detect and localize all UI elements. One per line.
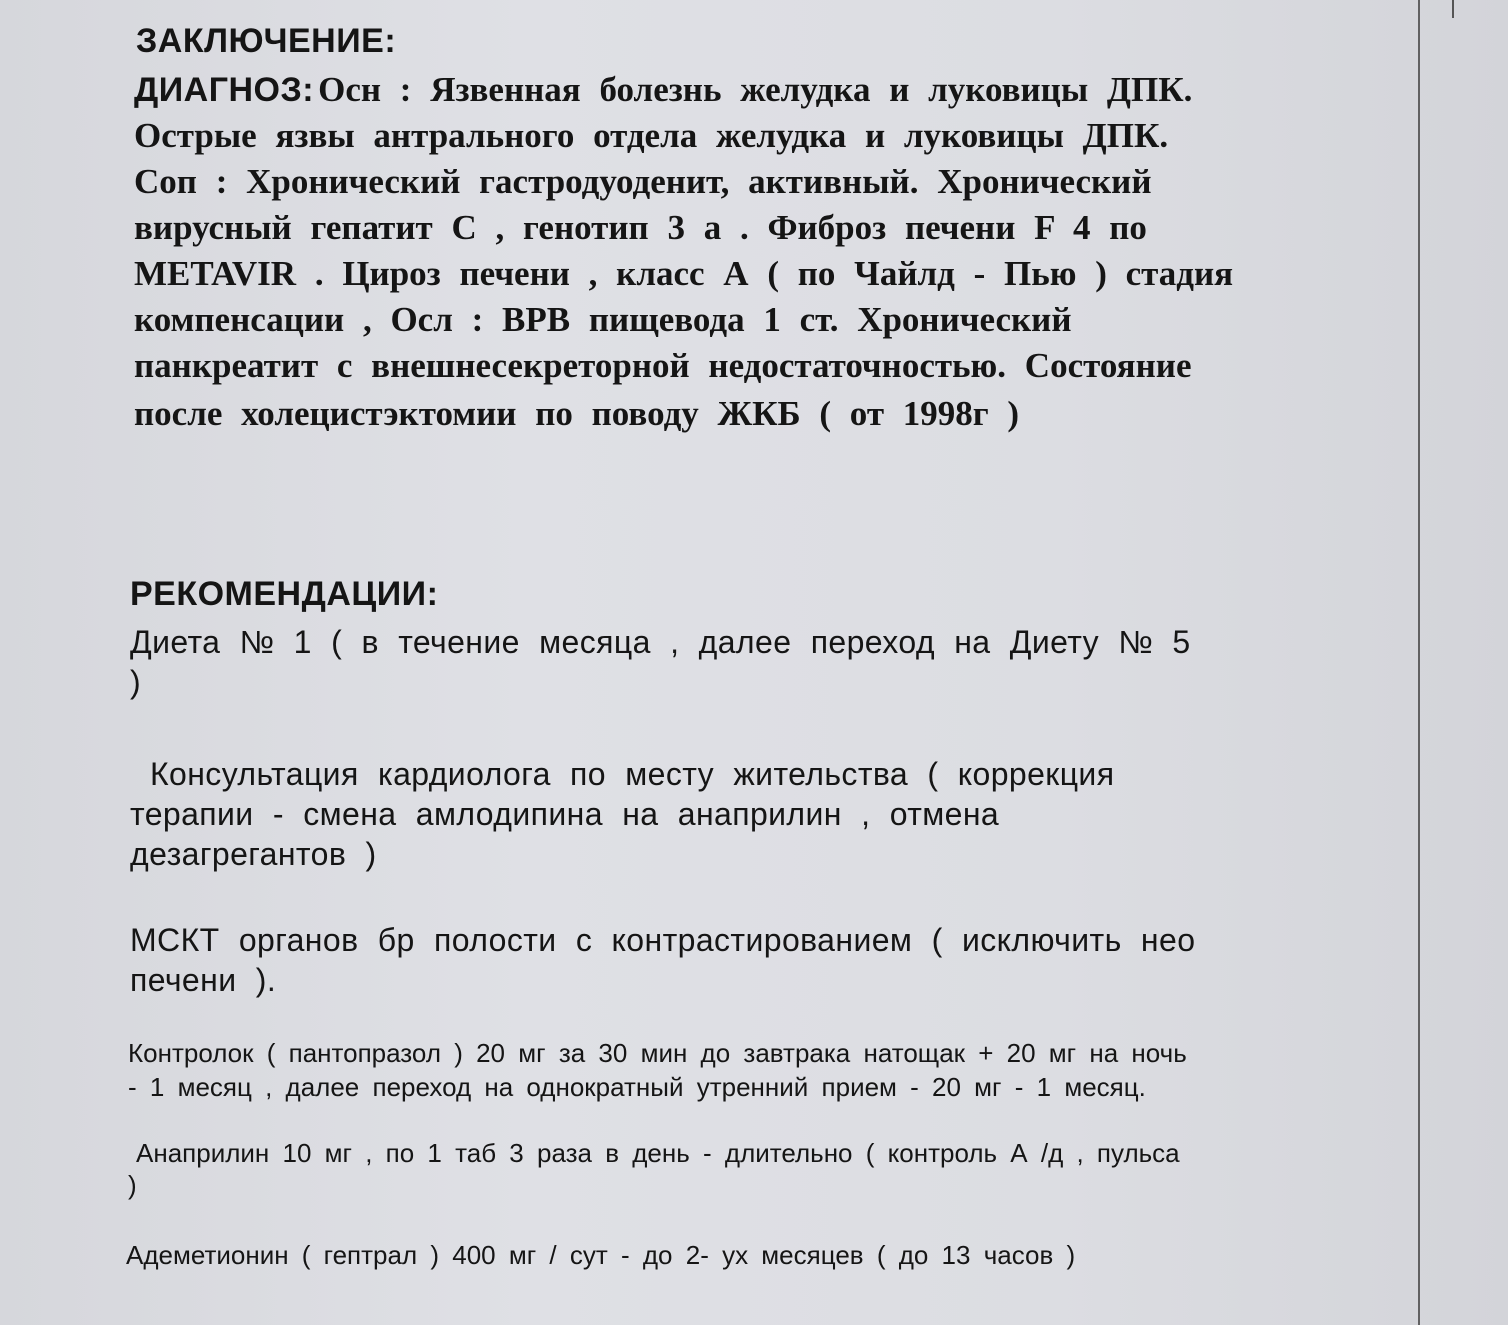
recommendations-heading: РЕКОМЕНДАЦИИ: <box>130 575 439 613</box>
page-edge-mark <box>1452 0 1454 18</box>
diagnosis-text: Осн : Язвенная болезнь желудка и луковицы ДПК. <box>318 70 1193 109</box>
diet-line-1: Диета № 1 ( в течение месяца , далее переход на Диету № 5 <box>130 624 1191 660</box>
cardiology-line-1: Консультация кардиолога по месту жительства ( коррекция <box>150 756 1115 792</box>
controloc-line-1: Контролок ( пантопразол ) 20 мг за 30 мин до завтрака натощак + 20 мг на ночь <box>128 1038 1187 1068</box>
diagnosis-line-2: Острые язвы антрального отдела желудка и луковицы ДПК. <box>134 116 1169 155</box>
diagnosis-label: ДИАГНОЗ: <box>134 71 315 109</box>
diagnosis-line-3: Соп : Хронический гастродуоденит, активный. Хронический <box>134 162 1152 201</box>
anaprilin-line-2: ) <box>128 1170 137 1200</box>
diagnosis-line-1 <box>134 70 1192 110</box>
anaprilin-line-1: Анаприлин 10 мг , по 1 таб 3 раза в день - длительно ( контроль А /д , пульса <box>136 1138 1180 1168</box>
msct-line-2: печени ). <box>130 962 277 998</box>
diagnosis-line-7: панкреатит с внешнесекреторной недостаточностью. Состояние <box>134 346 1192 385</box>
diagnosis-line-6: компенсации , Осл : ВРВ пищевода 1 ст. Хронический <box>134 300 1072 339</box>
cardiology-line-2: терапии - смена амлодипина на анаприлин , отмена <box>130 796 1000 832</box>
cardiology-line-3: дезагрегантов ) <box>130 836 377 872</box>
controloc-line-2: - 1 месяц , далее переход на однократный утренний прием - 20 мг - 1 месяц. <box>128 1072 1146 1102</box>
conclusion-heading: ЗАКЛЮЧЕНИЕ: <box>136 22 397 60</box>
diagnosis-line-5: METAVIR . Цироз печени , класс А ( по Чайлд - Пью ) стадия <box>134 254 1234 293</box>
diagnosis-line-8: после холецистэктомии по поводу ЖКБ ( от 1998г ) <box>134 394 1020 433</box>
page-border-line <box>1418 0 1420 1325</box>
ademetionin-line: Адеметионин ( гептрал ) 400 мг / сут - до 2- ух месяцев ( до 13 часов ) <box>126 1240 1076 1270</box>
diet-line-2: ) <box>130 664 142 700</box>
msct-line-1: МСКТ органов бр полости с контрастированием ( исключить нео <box>130 922 1196 958</box>
diagnosis-line-4: вирусный гепатит С , генотип 3 а . Фиброз печени F 4 по <box>134 208 1147 247</box>
